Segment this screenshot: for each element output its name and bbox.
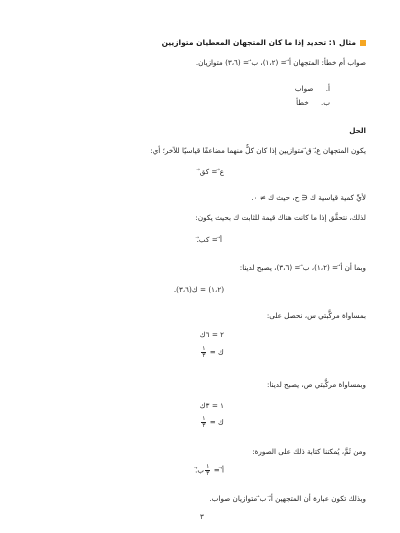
equation-final (195, 464, 224, 477)
fraction-one-third: $\frac{١}{٣}$ (202, 345, 206, 359)
fraction-one-third: $\frac{١}{٣}$ (202, 415, 206, 429)
option-b-letter: ب. (320, 98, 330, 107)
option-a-text: صواب (294, 84, 314, 93)
solution-line-5: بمساواة مركَّبتي س، نحصل على: (266, 311, 366, 320)
vector-b: ب⃗. (195, 465, 205, 475)
option-b-text: خطأ (296, 98, 309, 107)
equation-x-component: ٢ = ٦ك (199, 330, 224, 339)
option-b (296, 98, 330, 107)
example-title: مثال ١: تحديد إذا ما كان المتجهان المعطيان متوازيين (161, 38, 356, 47)
k-equals: ك = (207, 417, 224, 427)
solution-line-6: وبمساواة مركَّبتي ص، يصبح لدينا: (267, 380, 366, 389)
example-heading (162, 38, 366, 47)
option-a-letter: أ. (325, 84, 330, 93)
fraction-one-third: $\frac{١}{٣}$ (206, 463, 210, 477)
orange-square-icon (360, 40, 366, 46)
solution-line-7: ومن ثَمَّ، يُمكننا كتابة ذلك على الصورة: (252, 447, 366, 456)
equation-parallel-condition: ع⃗ = كق⃗ (199, 167, 224, 176)
equation-a-equals-kb: أ⃗ = كب⃗. (196, 235, 222, 244)
conclusion: وبذلك تكون عبارة أن المتجهين أ⃗، ب⃗ متوازيان صواب. (209, 494, 366, 503)
equation-y-component: ١ = ٣ك (199, 401, 224, 410)
equation-vectors: (١،٢) = ك(٣،٦). (173, 285, 224, 294)
question-text: صواب أم خطأ: المتجهان أ⃗ = (١،٢)، ب⃗ = (٣،٦) متوازيان. (195, 58, 366, 67)
option-a (295, 84, 330, 93)
k-equals: ك = (207, 347, 224, 357)
solution-line-4: وبما أن أ⃗ = (١،٢)، ب⃗ = (٣،٦)، يصبح لدينا: (239, 263, 366, 272)
equation-k-from-x (200, 346, 224, 359)
solution-line-1: يكون المتجهان ع⃗، ق⃗ متوازيين إذا كان كلٌّ منهما مضاعفًا قياسيًا للآخر؛ أي: (150, 146, 366, 155)
equation-k-from-y (200, 416, 224, 429)
solution-line-2: لأيِّ كمية قياسية ك ∈ ح، حيث ك ≠ ٠. (251, 193, 366, 202)
solution-line-3: لذلك، نتحقَّق إذا ما كانت هناك قيمة للثابت ك بحيث يكون: (195, 213, 366, 222)
page-number: ٣ (200, 513, 204, 521)
solution-heading: الحل (349, 126, 366, 135)
a-equals: أ⃗ = (211, 465, 224, 475)
